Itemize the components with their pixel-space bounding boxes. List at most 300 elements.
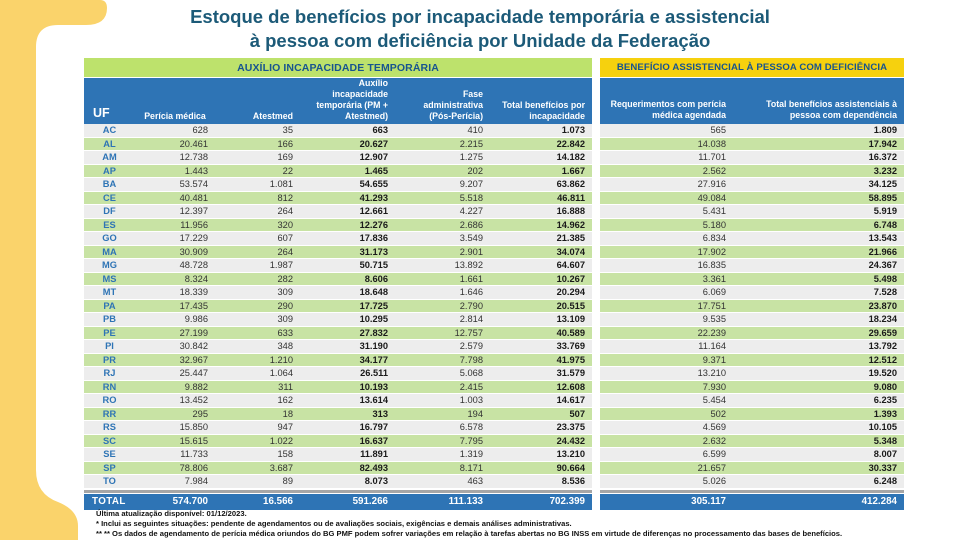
- total-requerimentos: 305.117: [691, 496, 726, 507]
- requerimentos-cell: 7.930: [702, 381, 726, 392]
- atestmed-cell: 282: [277, 273, 293, 284]
- table-row: [600, 408, 904, 422]
- fase-cell: 9.207: [459, 179, 483, 189]
- auxilio-cell: 11.891: [360, 449, 388, 459]
- section-auxilio-incapacidade: [84, 58, 592, 510]
- uf-cell: AC: [102, 125, 117, 135]
- pericia-cell: 17.229: [179, 233, 208, 243]
- table-row: [84, 246, 592, 260]
- requerimentos-cell: 11.701: [698, 152, 726, 162]
- auxilio-cell: 8.606: [364, 273, 388, 284]
- total-incapacidade-cell: 41.975: [556, 354, 585, 365]
- pericia-cell: 32.967: [179, 354, 208, 365]
- atestmed-cell: 1.022: [269, 435, 293, 446]
- auxilio-cell: 10.193: [359, 381, 388, 392]
- left-section-header: AUXÍLIO INCAPACIDADE TEMPORÁRIA: [84, 58, 592, 77]
- section-beneficio-assistencial: [600, 58, 904, 510]
- uf-cell: MT: [102, 287, 117, 297]
- fase-cell: 3.549: [459, 233, 483, 243]
- table-row: [600, 259, 904, 273]
- uf-cell: RR: [102, 408, 117, 419]
- requerimentos-cell: 502: [710, 408, 726, 419]
- footnotes: [96, 509, 842, 539]
- fase-cell: 202: [467, 165, 483, 176]
- total-assistencial-cell: 7.528: [873, 287, 897, 297]
- fase-cell: 7.798: [459, 354, 483, 365]
- total-incapacidade-cell: 1.667: [561, 165, 585, 176]
- requerimentos-cell: 13.210: [697, 368, 726, 378]
- fase-cell: 6.578: [459, 422, 483, 432]
- requerimentos-cell: 11.164: [698, 341, 726, 351]
- auxilio-cell: 1.465: [364, 165, 388, 176]
- auxilio-cell: 17.836: [359, 233, 388, 243]
- atestmed-cell: 607: [277, 233, 293, 243]
- table-row: [600, 327, 904, 341]
- table-row: [600, 286, 904, 300]
- atestmed-cell: 89: [282, 476, 293, 486]
- auxilio-cell: 20.627: [359, 138, 388, 149]
- requerimentos-cell: 565: [710, 125, 726, 135]
- total-incapacidade-cell: 33.769: [556, 341, 585, 351]
- requerimentos-cell: 9.371: [702, 354, 726, 365]
- uf-cell: RO: [102, 395, 117, 405]
- fase-cell: 1.646: [459, 287, 483, 297]
- uf-cell: PR: [103, 354, 116, 365]
- pericia-cell: 30.909: [179, 246, 208, 257]
- table-row: [84, 300, 592, 314]
- auxilio-cell: 16.797: [359, 422, 388, 432]
- fase-cell: 1.319: [459, 449, 483, 459]
- auxilio-cell: 31.190: [359, 341, 388, 351]
- uf-cell: RS: [103, 422, 116, 432]
- total-auxilio: 591.266: [352, 496, 388, 507]
- table-row: [600, 340, 904, 354]
- total-assistencial-cell: 6.748: [873, 219, 897, 230]
- requerimentos-cell: 5.026: [702, 476, 726, 486]
- fase-cell: 2.790: [459, 300, 483, 311]
- total-incapacidade-cell: 34.074: [556, 246, 585, 257]
- auxilio-cell: 50.715: [359, 260, 388, 270]
- uf-cell: AP: [103, 165, 116, 176]
- total-fase: 111.133: [448, 496, 483, 507]
- table-row: [84, 354, 592, 368]
- total-incapacidade-cell: 21.385: [556, 233, 585, 243]
- table-row: [84, 273, 592, 287]
- table-row: [600, 232, 904, 246]
- fase-cell: 5.068: [459, 368, 483, 378]
- pericia-cell: 11.733: [180, 449, 208, 459]
- atestmed-cell: 947: [277, 422, 293, 432]
- total-assistencial: 412.284: [861, 496, 897, 507]
- atestmed-cell: 1.081: [269, 179, 293, 189]
- atestmed-cell: 264: [277, 246, 293, 257]
- total-assistencial-cell: 19.520: [868, 368, 897, 378]
- table-row: [600, 367, 904, 381]
- uf-cell: SE: [103, 449, 116, 459]
- pericia-cell: 30.842: [179, 341, 208, 351]
- fase-cell: 2.814: [459, 314, 483, 324]
- table-row: [84, 192, 592, 206]
- page-title-line2: à pessoa com deficiência por Unidade da Federação: [249, 30, 711, 51]
- requerimentos-cell: 5.454: [702, 395, 726, 405]
- total-incapacidade-cell: 20.294: [556, 287, 585, 297]
- uf-cell: MG: [102, 260, 117, 270]
- auxilio-cell: 12.907: [359, 152, 388, 162]
- uf-cell: AL: [103, 138, 116, 149]
- footnote-double-asterisk: ** ** Os dados de agendamento de perícia médica oriundos do BG PMF podem sofrer variações em relação à tarefas abertas no BG INSS em virtude de diferenças no processamento das bases de benefícios.: [96, 529, 843, 538]
- fase-cell: 12.757: [454, 327, 483, 338]
- requerimentos-cell: 14.038: [697, 138, 726, 149]
- fase-cell: 1.275: [459, 152, 483, 162]
- table-row: [600, 219, 904, 233]
- table-row: [84, 462, 592, 476]
- uf-cell: CE: [103, 192, 116, 203]
- pericia-cell: 13.452: [179, 395, 208, 405]
- atestmed-cell: 18: [282, 408, 293, 419]
- total-incapacidade-cell: 20.515: [556, 300, 585, 311]
- total-incapacidade-cell: 31.579: [556, 368, 585, 378]
- pericia-cell: 78.806: [179, 462, 208, 473]
- footnote-last-update: Última atualização disponível: 01/12/2023.: [96, 509, 247, 518]
- fase-cell: 194: [467, 408, 483, 419]
- total-assistencial-cell: 5.919: [873, 206, 897, 216]
- total-assistencial-cell: 10.105: [868, 422, 897, 432]
- table-row: [84, 286, 592, 300]
- table-row: [84, 435, 592, 449]
- total-incapacidade-cell: 22.842: [556, 138, 585, 149]
- total-incapacidade-cell: 14.962: [556, 219, 585, 230]
- requerimentos-cell: 4.569: [702, 422, 726, 432]
- pericia-cell: 1.443: [184, 165, 208, 176]
- table-row: [84, 178, 592, 192]
- total-assistencial-cell: 6.235: [873, 395, 897, 405]
- pericia-cell: 48.728: [179, 260, 208, 270]
- fase-cell: 5.518: [459, 192, 483, 203]
- requerimentos-cell: 22.239: [697, 327, 726, 338]
- total-incapacidade-cell: 507: [569, 408, 585, 419]
- total-label: TOTAL: [92, 496, 126, 507]
- requerimentos-cell: 2.632: [702, 435, 726, 446]
- table-row: [600, 192, 904, 206]
- table-row: [600, 178, 904, 192]
- auxilio-cell: 12.276: [359, 219, 388, 230]
- fase-cell: 7.795: [459, 435, 483, 446]
- table-row: [600, 246, 904, 260]
- total-assistencial-cell: 21.966: [868, 246, 897, 257]
- table-row: [84, 165, 592, 179]
- pericia-cell: 15.850: [179, 422, 208, 432]
- requerimentos-cell: 6.834: [702, 233, 726, 243]
- table-row: [600, 124, 904, 138]
- pericia-cell: 12.397: [179, 206, 208, 216]
- auxilio-cell: 18.648: [359, 287, 388, 297]
- total-incapacidade-cell: 1.073: [561, 125, 585, 135]
- table-row: [600, 475, 904, 489]
- table-row: [84, 340, 592, 354]
- total-incapacidade-cell: 46.811: [557, 192, 585, 203]
- atestmed-cell: 812: [277, 192, 293, 203]
- requerimentos-cell: 5.180: [702, 219, 726, 230]
- col-header-atestmed: Atestmed: [252, 110, 293, 121]
- atestmed-cell: 264: [277, 206, 293, 216]
- table-row: [84, 205, 592, 219]
- table-row: [600, 462, 904, 476]
- uf-cell: PE: [103, 327, 116, 338]
- uf-cell: RJ: [103, 368, 116, 378]
- total-assistencial-cell: 8.007: [873, 449, 897, 459]
- auxilio-cell: 13.614: [359, 395, 388, 405]
- atestmed-cell: 290: [277, 300, 293, 311]
- total-assistencial-cell: 34.125: [868, 179, 897, 189]
- requerimentos-cell: 2.562: [702, 165, 726, 176]
- pericia-cell: 25.447: [179, 368, 208, 378]
- auxilio-cell: 663: [372, 125, 388, 135]
- right-column-headers: [600, 78, 904, 124]
- pericia-cell: 9.986: [184, 314, 208, 324]
- auxilio-cell: 27.832: [359, 327, 388, 338]
- total-atestmed: 16.566: [263, 496, 293, 507]
- fase-cell: 1.661: [459, 273, 483, 284]
- auxilio-cell: 10.295: [359, 314, 388, 324]
- table-row: [600, 165, 904, 179]
- uf-cell: GO: [102, 233, 117, 243]
- total-pericia: 574.700: [172, 496, 208, 507]
- auxilio-cell: 31.173: [359, 246, 388, 257]
- auxilio-cell: 54.655: [359, 179, 388, 189]
- left-column-headers: [84, 78, 592, 124]
- auxilio-cell: 41.293: [359, 192, 388, 203]
- table-row: [84, 232, 592, 246]
- uf-cell: DF: [103, 206, 116, 216]
- table-row: [84, 394, 592, 408]
- table-row: [600, 354, 904, 368]
- total-assistencial-cell: 29.659: [868, 327, 897, 338]
- requerimentos-cell: 3.361: [702, 273, 726, 284]
- atestmed-cell: 162: [277, 395, 293, 405]
- total-incapacidade-cell: 13.109: [556, 314, 585, 324]
- fase-cell: 410: [467, 125, 483, 135]
- total-row-left: [84, 494, 592, 510]
- col-header-auxilio-incapacidade: Auxílio incapacidade temporária (PM + Atestmed): [316, 78, 388, 121]
- pericia-cell: 20.461: [179, 138, 208, 149]
- table-row: [600, 138, 904, 152]
- atestmed-cell: 35: [282, 125, 293, 135]
- uf-cell: MA: [102, 246, 117, 257]
- total-assistencial-cell: 1.393: [873, 408, 897, 419]
- total-assistencial-cell: 5.498: [873, 273, 897, 284]
- pericia-cell: 15.615: [179, 435, 208, 446]
- atestmed-cell: 3.687: [269, 462, 293, 473]
- auxilio-cell: 313: [372, 408, 388, 419]
- requerimentos-cell: 6.069: [702, 287, 726, 297]
- table-row: [600, 300, 904, 314]
- pericia-cell: 40.481: [179, 192, 208, 203]
- uf-cell: TO: [103, 476, 116, 486]
- requerimentos-cell: 27.916: [697, 179, 726, 189]
- table-row: [84, 219, 592, 233]
- total-incapacidade-cell: 13.210: [556, 449, 585, 459]
- table-row: [600, 273, 904, 287]
- left-section-body: [84, 124, 592, 489]
- auxilio-cell: 16.637: [359, 435, 388, 446]
- auxilio-cell: 82.493: [359, 462, 388, 473]
- total-incapacidade-cell: 24.432: [556, 435, 585, 446]
- total-incapacidade-cell: 90.664: [556, 462, 585, 473]
- requerimentos-cell: 17.902: [697, 246, 726, 257]
- footnote-asterisk: * Inclui as seguintes situações: pendente de agendamentos ou de avaliações sociais, exigências e demais análises administrativas.: [96, 519, 572, 528]
- auxilio-cell: 12.661: [359, 206, 388, 216]
- page-title-line1: Estoque de benefícios por incapacidade temporária e assistencial: [190, 6, 770, 27]
- fase-cell: 1.003: [459, 395, 483, 405]
- total-assistencial-cell: 13.792: [868, 341, 897, 351]
- right-section-header: BENEFÍCIO ASSISTENCIAL À PESSOA COM DEFICIÊNCIA: [600, 58, 904, 77]
- table-row: [600, 394, 904, 408]
- uf-cell: SP: [103, 462, 116, 473]
- total-assistencial-cell: 3.232: [873, 165, 897, 176]
- total-assistencial-cell: 30.337: [868, 462, 897, 473]
- benefits-table: [84, 58, 904, 510]
- total-incapacidade: 702.399: [549, 496, 585, 507]
- total-assistencial-cell: 18.234: [868, 314, 897, 324]
- fase-cell: 8.171: [459, 462, 483, 473]
- requerimentos-cell: 5.431: [702, 206, 726, 216]
- atestmed-cell: 166: [277, 138, 293, 149]
- total-assistencial-cell: 16.372: [868, 152, 897, 162]
- table-row: [600, 381, 904, 395]
- auxilio-cell: 8.073: [364, 476, 388, 486]
- total-assistencial-cell: 24.367: [868, 260, 897, 270]
- total-assistencial-cell: 5.348: [873, 435, 897, 446]
- pericia-cell: 8.324: [184, 273, 208, 284]
- pericia-cell: 628: [192, 125, 208, 135]
- pericia-cell: 17.435: [179, 300, 208, 311]
- atestmed-cell: 1.064: [269, 368, 293, 378]
- fase-cell: 2.415: [459, 381, 483, 392]
- pericia-cell: 53.574: [179, 179, 208, 189]
- table-row: [600, 205, 904, 219]
- uf-cell: RN: [102, 381, 117, 392]
- table-row: [84, 408, 592, 422]
- atestmed-cell: 1.987: [269, 260, 293, 270]
- auxilio-cell: 34.177: [359, 354, 388, 365]
- atestmed-cell: 309: [277, 287, 293, 297]
- auxilio-cell: 17.725: [359, 300, 388, 311]
- requerimentos-cell: 6.599: [702, 449, 726, 459]
- fase-cell: 4.227: [459, 206, 483, 216]
- total-incapacidade-cell: 10.267: [556, 273, 585, 284]
- requerimentos-cell: 17.751: [697, 300, 726, 311]
- table-row: [84, 381, 592, 395]
- fase-cell: 2.215: [459, 138, 483, 149]
- table-row: [600, 421, 904, 435]
- pericia-cell: 7.984: [184, 476, 208, 486]
- uf-cell: PA: [103, 300, 116, 311]
- atestmed-cell: 320: [277, 219, 293, 230]
- total-separator: [600, 490, 904, 493]
- total-incapacidade-cell: 14.617: [556, 395, 585, 405]
- table-row: [84, 327, 592, 341]
- uf-cell: BA: [102, 179, 117, 189]
- fase-cell: 463: [467, 476, 483, 486]
- total-incapacidade-cell: 64.607: [556, 260, 585, 270]
- table-row: [84, 367, 592, 381]
- total-assistencial-cell: 1.809: [873, 125, 897, 135]
- total-assistencial-cell: 23.870: [868, 300, 897, 311]
- total-incapacidade-cell: 14.182: [556, 152, 585, 162]
- pericia-cell: 9.882: [184, 381, 208, 392]
- atestmed-cell: 311: [278, 381, 293, 392]
- auxilio-cell: 26.511: [360, 368, 388, 378]
- total-assistencial-cell: 6.248: [873, 476, 897, 486]
- uf-cell: MS: [102, 273, 117, 284]
- requerimentos-cell: 21.657: [697, 462, 726, 473]
- atestmed-cell: 22: [282, 165, 293, 176]
- uf-cell: SC: [103, 435, 116, 446]
- total-assistencial-cell: 12.512: [868, 354, 897, 365]
- col-header-uf: UF: [93, 106, 110, 121]
- total-assistencial-cell: 58.895: [868, 192, 897, 203]
- total-incapacidade-cell: 40.589: [556, 327, 585, 338]
- total-separator: [84, 490, 592, 493]
- table-row: [600, 435, 904, 449]
- total-assistencial-cell: 9.080: [873, 381, 897, 392]
- col-header-fase-administrativa: Fase administrativa (Pós-Perícia): [423, 88, 483, 121]
- table-row: [84, 259, 592, 273]
- table-row: [84, 475, 592, 489]
- uf-cell: PB: [103, 314, 116, 324]
- total-incapacidade-cell: 12.608: [556, 381, 585, 392]
- fase-cell: 13.892: [454, 260, 483, 270]
- requerimentos-cell: 16.835: [697, 260, 726, 270]
- total-incapacidade-cell: 8.536: [561, 476, 585, 486]
- total-assistencial-cell: 17.942: [868, 138, 897, 149]
- atestmed-cell: 169: [277, 152, 293, 162]
- fase-cell: 2.686: [459, 219, 483, 230]
- requerimentos-cell: 49.084: [697, 192, 726, 203]
- col-header-requerimentos: Requerimentos com perícia médica agendada: [610, 99, 726, 121]
- right-section-body: [600, 124, 904, 489]
- total-row-right: [600, 494, 904, 510]
- total-incapacidade-cell: 63.862: [556, 179, 585, 189]
- fase-cell: 2.901: [459, 246, 483, 257]
- table-row: [600, 448, 904, 462]
- atestmed-cell: 348: [277, 341, 293, 351]
- table-row: [84, 313, 592, 327]
- total-incapacidade-cell: 16.888: [556, 206, 585, 216]
- col-header-pericia-medica: Perícia médica: [144, 110, 206, 121]
- total-assistencial-cell: 13.543: [868, 233, 897, 243]
- col-header-total-assistencial: Total benefícios assistenciais à pessoa com dependência: [766, 99, 897, 121]
- table-row: [84, 448, 592, 462]
- fase-cell: 2.579: [459, 341, 483, 351]
- pericia-cell: 11.956: [180, 219, 208, 230]
- col-header-total-incapacidade: Total benefícios por incapacidade: [502, 99, 585, 121]
- requerimentos-cell: 9.535: [702, 314, 726, 324]
- pericia-cell: 18.339: [179, 287, 208, 297]
- atestmed-cell: 309: [277, 314, 293, 324]
- pericia-cell: 27.199: [179, 327, 208, 338]
- pericia-cell: 12.738: [179, 152, 208, 162]
- atestmed-cell: 158: [277, 449, 293, 459]
- uf-cell: ES: [103, 219, 116, 230]
- table-row: [84, 138, 592, 152]
- total-incapacidade-cell: 23.375: [556, 422, 585, 432]
- table-row: [600, 313, 904, 327]
- table-row: [84, 421, 592, 435]
- page-title: [0, 5, 960, 53]
- table-row: [84, 124, 592, 138]
- uf-cell: PI: [105, 341, 114, 351]
